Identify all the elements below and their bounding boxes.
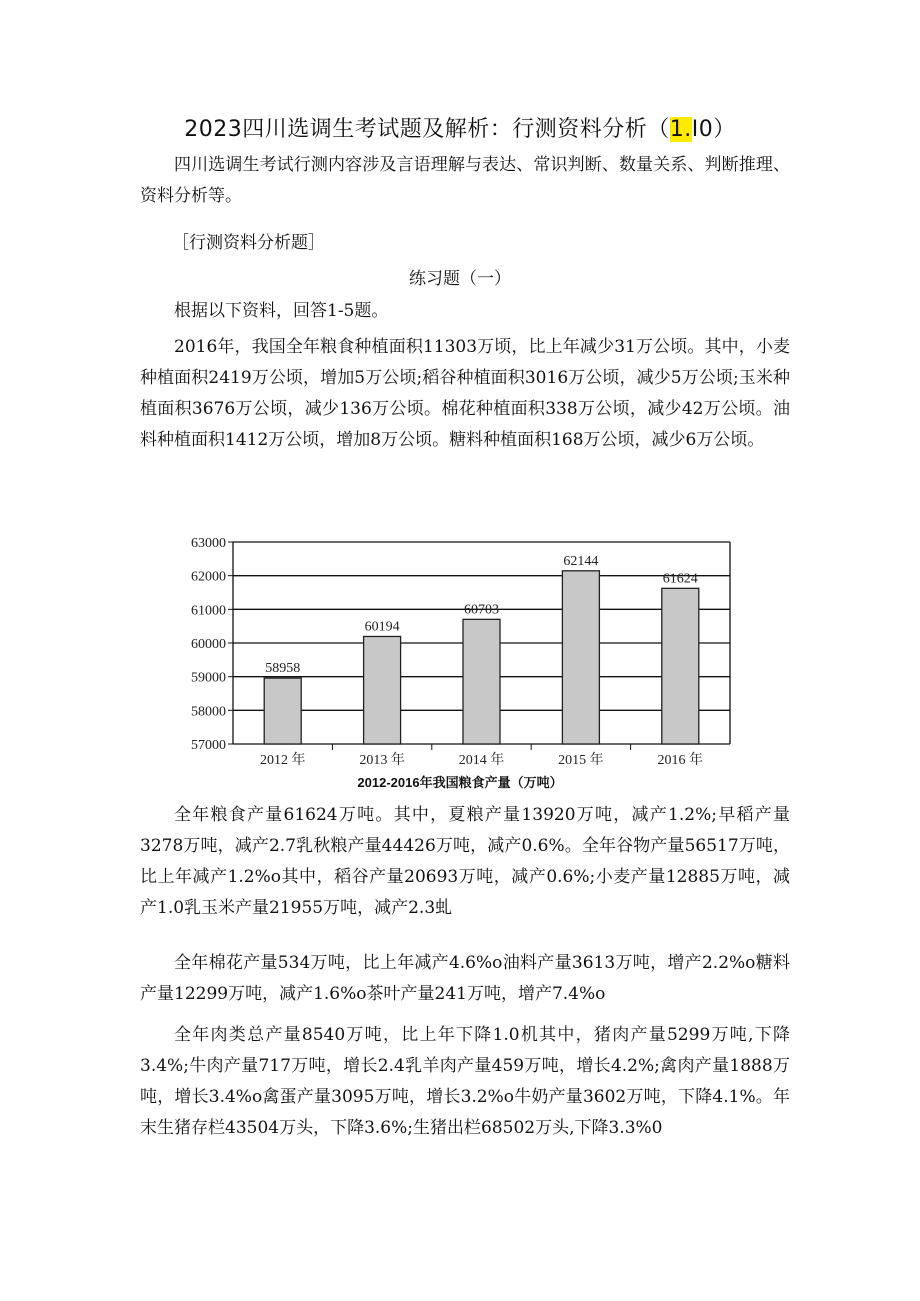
y-tick-label: 59000 [191,670,226,686]
x-tick-label: 2014 年 [458,753,505,768]
meat-paragraph: 全年肉类总产量8540万吨，比上年下降1.0机其中，猪肉产量5299万吨,下降3.4%;牛肉产量717万吨，增长2.4乳羊肉产量459万吨，增长4.2%;禽肉产量1888万吨，增长3.4%o禽蛋产量3095万吨，增长3.2%o牛奶产量3602万吨，下降4.1%。年末生猪存栏43504万头，下降3.6%;生猪出栏68502万头,下降3.3%0 [140,1025,790,1138]
document-title [0,112,920,143]
x-tick-label: 2016 年 [657,753,704,768]
bar [562,571,599,744]
y-tick-label: 61000 [191,603,226,619]
bar-data-label: 61624 [662,571,698,587]
title-highlight: 1. [669,117,692,142]
bar-data-label: 62144 [563,553,599,569]
bar-data-label: 60703 [464,602,499,618]
x-tick-label: 2012 年 [259,753,306,768]
title-main: 2023四川选调生考试题及解析：行测资料分析（ [184,117,670,142]
section-label: ［行测资料分析题］ [172,233,325,253]
y-tick-label: 58000 [191,704,226,720]
intro-paragraph: 四川选调生考试行测内容涉及言语理解与表达、常识判断、数量关系、判断推理、资料分析等。 [140,155,790,206]
bar-data-label: 60194 [364,619,400,635]
bar [463,619,500,744]
instruction-line: 根据以下资料，回答1-5题。 [174,301,389,321]
x-tick-label: 2015 年 [558,753,604,768]
bar [364,636,401,744]
grain-output-bar-chart [160,530,750,770]
grain-paragraph: 全年粮食产量61624万吨。其中，夏粮产量13920万吨，减产1.2%;早稻产量3278万吨，减产2.7乳秋粮产量44426万吨，减产0.6%。全年谷物产量56517万吨，比上年减产1.2%o其中，稻谷产量20693万吨，减产0.6%;小麦产量12885万吨，减产1.0乳玉米产量21955万吨，减产2.3虬 [140,805,790,918]
exercise-title: 练习题（一） [409,269,511,289]
y-tick-label: 57000 [191,738,226,753]
chart-caption: 2012-2016年我国粮食产量（万吨） [357,775,563,790]
bar-data-label: 58958 [265,661,301,677]
y-tick-label: 63000 [191,536,226,551]
y-tick-label: 60000 [191,637,226,652]
bar [662,588,699,744]
x-tick-label: 2013 年 [359,753,405,768]
area-paragraph: 2016年，我国全年粮食种植面积11303万顷，比上年减少31万公顷。其中，小麦种植面积2419万公顷，增加5万公顷;稻谷种植面积3016万公顷，减少5万公顷;玉米种植面积3676万公顷，减少136万公顷。棉花种植面积338万公顷，减少42万公顷。油料种植面积1412万公顷，增加8万公顷。糖料种植面积168万公顷，减少6万公顷。 [140,337,790,450]
y-tick-label: 62000 [191,569,226,585]
bar [264,678,301,744]
cotton-paragraph: 全年棉花产量534万吨，比上年减产4.6%o油料产量3613万吨，增产2.2%o糖料产量12299万吨，减产1.6%o茶叶产量241万吨，增产7.4%o [140,953,790,1004]
title-rest: I0） [691,117,736,142]
